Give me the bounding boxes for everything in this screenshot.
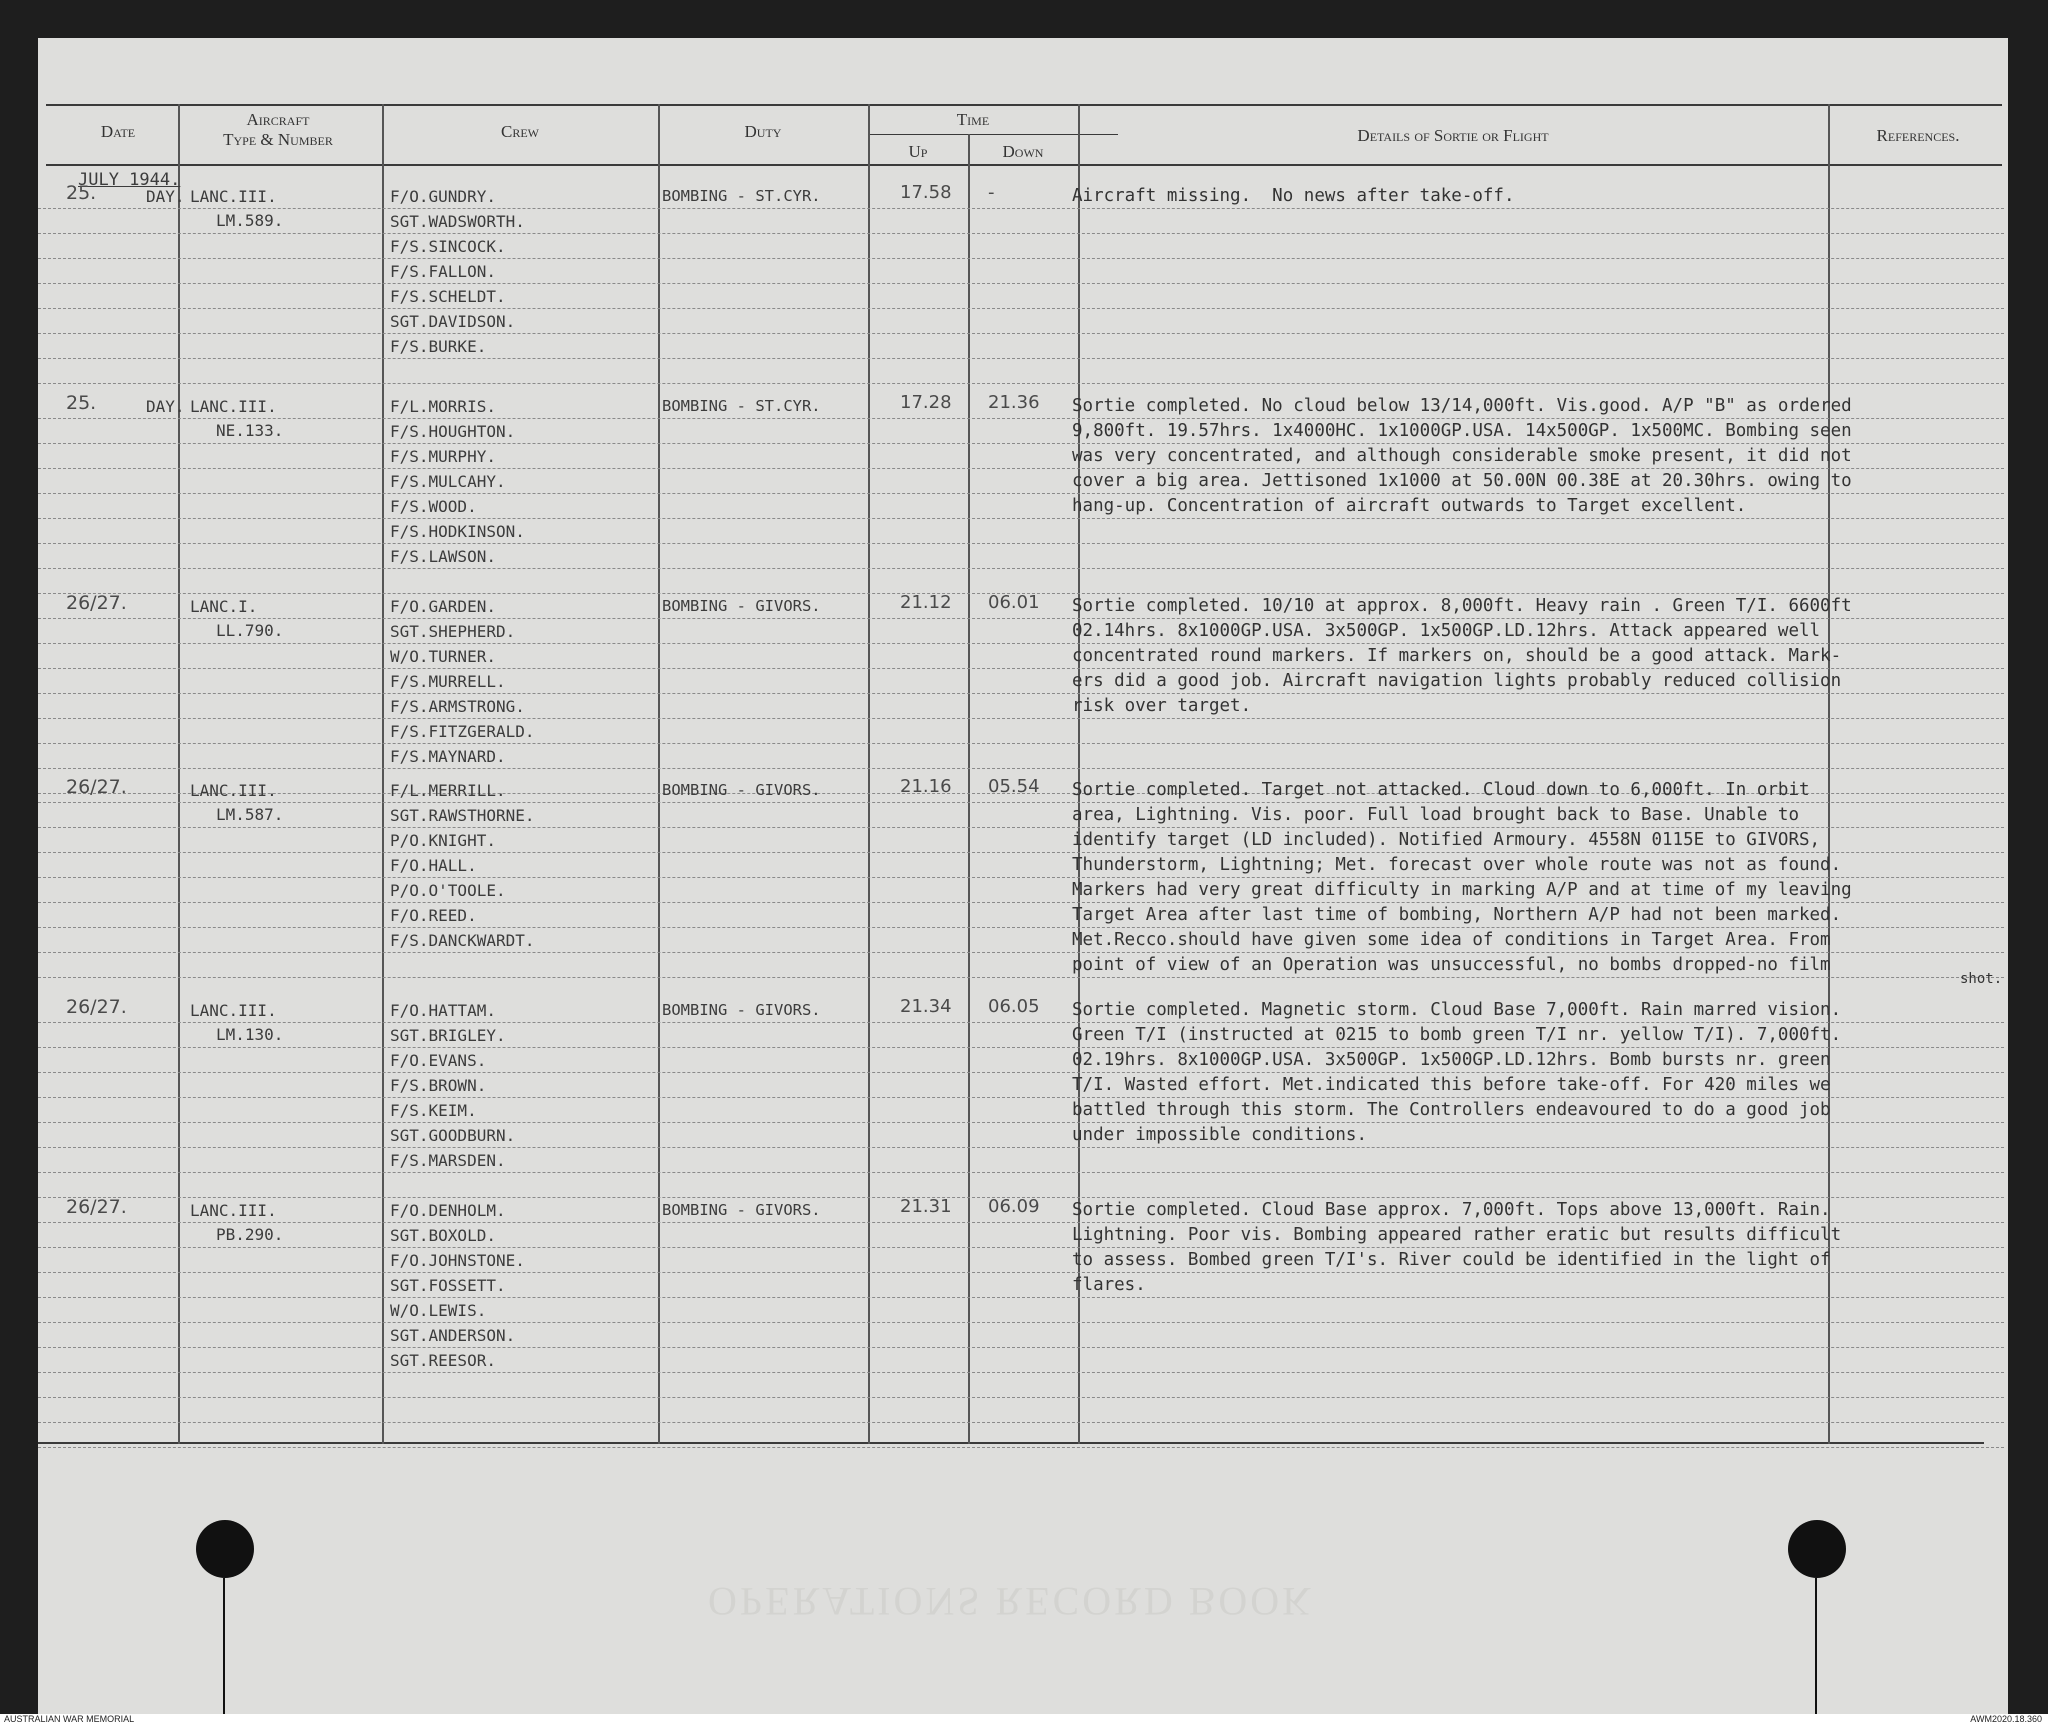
- crew-member: F/O.JOHNSTONE.: [390, 1251, 525, 1270]
- crew-member: F/S.HOUGHTON.: [390, 422, 516, 441]
- entry-day: DAY.: [146, 187, 185, 206]
- crew-member: F/S.MARSDEN.: [390, 1151, 506, 1170]
- crew-member: F/S.MURPHY.: [390, 447, 496, 466]
- ruled-line: [38, 258, 2004, 259]
- time-up: 21.31: [900, 1196, 952, 1217]
- crew-member: F/S.MULCAHY.: [390, 472, 506, 491]
- duty: BOMBING - GIVORS.: [662, 597, 821, 615]
- ruled-line: [38, 768, 2004, 769]
- details-line: 9,800ft. 19.57hrs. 1x4000HC. 1x1000GP.USA. 14x500GP. 1x500MC. Bombing seen: [1072, 421, 1852, 441]
- details-line: Target Area after last time of bombing, Northern A/P had not been marked.: [1072, 905, 1842, 925]
- crew-member: P/O.KNIGHT.: [390, 831, 496, 850]
- crew-member: SGT.DAVIDSON.: [390, 312, 516, 331]
- header-date: Date: [100, 122, 136, 141]
- crew-member: F/O.DENHOLM.: [390, 1201, 506, 1220]
- crew-member: F/O.REED.: [390, 906, 477, 925]
- ruled-line: [38, 743, 2004, 744]
- crew-member: W/O.TURNER.: [390, 647, 496, 666]
- aircraft-number: LM.589.: [216, 211, 284, 230]
- header-time: Time: [956, 110, 990, 129]
- details-line: concentrated round markers. If markers on, should be a good attack. Mark-: [1072, 646, 1842, 666]
- crew-member: SGT.FOSSETT.: [390, 1276, 506, 1295]
- details-line: hang-up. Concentration of aircraft outwards to Target excellent.: [1072, 496, 1747, 516]
- ruled-line: [38, 208, 2004, 209]
- crew-member: F/O.HALL.: [390, 856, 477, 875]
- details-line: Met.Recco.should have given some idea of conditions in Target Area. From: [1072, 930, 1831, 950]
- entry-date: 26/27.: [66, 996, 127, 1018]
- crew-member: F/S.SCHELDT.: [390, 287, 506, 306]
- crew-member: F/S.BURKE.: [390, 337, 487, 356]
- header-duty: Duty: [744, 122, 782, 141]
- details-line: flares.: [1072, 1275, 1146, 1295]
- header-references: References.: [1876, 126, 1960, 145]
- entry-date: 26/27.: [66, 592, 127, 614]
- aircraft-type: LANC.III.: [190, 1001, 277, 1020]
- details-line: to assess. Bombed green T/I's. River could be identified in the light of: [1072, 1250, 1831, 1270]
- crew-member: SGT.RAWSTHORNE.: [390, 806, 535, 825]
- time-up: 21.16: [900, 776, 952, 797]
- header-down: Down: [1002, 142, 1044, 161]
- details-line: cover a big area. Jettisoned 1x1000 at 50.00N 00.38E at 20.30hrs. owing to: [1072, 471, 1852, 491]
- aircraft-type: LANC.I.: [190, 597, 258, 616]
- details-line: Aircraft missing. No news after take-off.: [1072, 186, 1515, 206]
- binding-hole-left: [196, 1520, 254, 1578]
- details-line: Sortie completed. Magnetic storm. Cloud Base 7,000ft. Rain marred vision.: [1072, 1000, 1842, 1020]
- details-line: risk over target.: [1072, 696, 1252, 716]
- crew-member: F/L.MERRILL.: [390, 781, 506, 800]
- entry-date: 25.: [66, 182, 97, 204]
- details-line: shot.: [1960, 971, 2003, 987]
- header-aircraft-line2: Type & Number: [223, 130, 333, 149]
- footer-accession: AWM2020.18.360: [1970, 1714, 2042, 1724]
- crew-member: F/S.BROWN.: [390, 1076, 487, 1095]
- duty: BOMBING - ST.CYR.: [662, 187, 821, 205]
- crew-member: SGT.GOODBURN.: [390, 1126, 516, 1145]
- crew-member: SGT.SHEPHERD.: [390, 622, 516, 641]
- table-top-rule: [46, 104, 2002, 106]
- aircraft-number: LM.130.: [216, 1025, 284, 1044]
- ruled-line: [38, 333, 2004, 334]
- time-down: 21.36: [988, 392, 1040, 413]
- record-sheet: [38, 38, 2008, 1714]
- crew-member: F/S.MAYNARD.: [390, 747, 506, 766]
- details-line: point of view of an Operation was unsuccessful, no bombs dropped-no film: [1072, 955, 1831, 975]
- crew-member: F/S.FALLON.: [390, 262, 496, 281]
- header-crew: Crew: [501, 122, 539, 141]
- binding-string-left: [223, 1578, 225, 1714]
- details-line: Green T/I (instructed at 0215 to bomb green T/I nr. yellow T/I). 7,000ft.: [1072, 1025, 1842, 1045]
- details-line: T/I. Wasted effort. Met.indicated this before take-off. For 420 miles we: [1072, 1075, 1831, 1095]
- details-line: identify target (LD included). Notified Armoury. 4558N 0115E to GIVORS,: [1072, 830, 1821, 850]
- details-line: 02.14hrs. 8x1000GP.USA. 3x500GP. 1x500GP.LD.12hrs. Attack appeared well: [1072, 621, 1821, 641]
- header-up: Up: [908, 142, 928, 161]
- crew-member: P/O.O'TOOLE.: [390, 881, 506, 900]
- crew-member: F/L.MORRIS.: [390, 397, 496, 416]
- crew-member: F/O.GARDEN.: [390, 597, 496, 616]
- details-line: 02.19hrs. 8x1000GP.USA. 3x500GP. 1x500GP.LD.12hrs. Bomb bursts nr. green: [1072, 1050, 1831, 1070]
- duty: BOMBING - ST.CYR.: [662, 397, 821, 415]
- details-line: Markers had very great difficulty in marking A/P and at time of my leaving: [1072, 880, 1852, 900]
- crew-member: F/S.WOOD.: [390, 497, 477, 516]
- crew-member: SGT.BOXOLD.: [390, 1226, 496, 1245]
- details-line: Sortie completed. No cloud below 13/14,000ft. Vis.good. A/P "B" as ordered: [1072, 396, 1852, 416]
- ruled-line: [38, 358, 2004, 359]
- aircraft-type: LANC.III.: [190, 187, 277, 206]
- entry-day: DAY.: [146, 397, 185, 416]
- details-line: Sortie completed. 10/10 at approx. 8,000ft. Heavy rain . Green T/I. 6600ft: [1072, 596, 1852, 616]
- ruled-line: [38, 1447, 2004, 1448]
- col-divider: [658, 104, 660, 1444]
- crew-member: SGT.BRIGLEY.: [390, 1026, 506, 1045]
- details-line: Thunderstorm, Lightning; Met. forecast over whole route was not as found.: [1072, 855, 1842, 875]
- footer-bar: [0, 1714, 2048, 1727]
- ruled-line: [38, 383, 2004, 384]
- entry-date: 25.: [66, 392, 97, 414]
- crew-member: F/S.MURRELL.: [390, 672, 506, 691]
- time-down: 06.09: [988, 1196, 1040, 1217]
- aircraft-number: NE.133.: [216, 421, 284, 440]
- time-down: 05.54: [988, 776, 1040, 797]
- ruled-line: [38, 233, 2004, 234]
- details-line: under impossible conditions.: [1072, 1125, 1368, 1145]
- binding-hole-right: [1788, 1520, 1846, 1578]
- crew-member: F/S.DANCKWARDT.: [390, 931, 535, 950]
- crew-member: SGT.WADSWORTH.: [390, 212, 525, 231]
- aircraft-number: PB.290.: [216, 1225, 284, 1244]
- duty: BOMBING - GIVORS.: [662, 1201, 821, 1219]
- header-bottom-rule: [46, 164, 2002, 166]
- crew-member: F/O.HATTAM.: [390, 1001, 496, 1020]
- time-up: 21.34: [900, 996, 952, 1017]
- time-up: 17.58: [900, 182, 952, 203]
- entry-date: 26/27.: [66, 1196, 127, 1218]
- ruled-line: [38, 1297, 2004, 1298]
- crew-member: F/S.SINCOCK.: [390, 237, 506, 256]
- duty: BOMBING - GIVORS.: [662, 781, 821, 799]
- col-divider: [178, 104, 180, 1444]
- header-aircraft-line1: Aircraft: [246, 110, 310, 129]
- crew-member: F/S.HODKINSON.: [390, 522, 525, 541]
- crew-member: SGT.REESOR.: [390, 1351, 496, 1370]
- ruled-line: [38, 1347, 2004, 1348]
- aircraft-type: LANC.III.: [190, 1201, 277, 1220]
- details-line: Sortie completed. Cloud Base approx. 7,000ft. Tops above 13,000ft. Rain.: [1072, 1200, 1831, 1220]
- aircraft-number: LM.587.: [216, 805, 284, 824]
- ruled-line: [38, 568, 2004, 569]
- time-up: 17.28: [900, 392, 952, 413]
- details-line: battled through this storm. The Controllers endeavoured to do a good job: [1072, 1100, 1831, 1120]
- time-up: 21.12: [900, 592, 952, 613]
- details-line: Lightning. Poor vis. Bombing appeared rather eratic but results difficult: [1072, 1225, 1842, 1245]
- crew-member: F/S.FITZGERALD.: [390, 722, 535, 741]
- details-line: Sortie completed. Target not attacked. Cloud down to 6,000ft. In orbit: [1072, 780, 1810, 800]
- crew-member: W/O.LEWIS.: [390, 1301, 487, 1320]
- ruled-line: [38, 1322, 2004, 1323]
- details-line: ers did a good job. Aircraft navigation lights probably reduced collision: [1072, 671, 1842, 691]
- aircraft-type: LANC.III.: [190, 397, 277, 416]
- entry-date: 26/27.: [66, 776, 127, 798]
- bleed-through-text: OPERATIONS RECORD BOOK: [708, 1579, 1315, 1624]
- header-aircraft: [178, 110, 378, 150]
- crew-member: F/O.GUNDRY.: [390, 187, 496, 206]
- crew-member: F/S.KEIM.: [390, 1101, 477, 1120]
- ruled-line: [38, 1397, 2004, 1398]
- time-down: 06.05: [988, 996, 1040, 1017]
- footer-credit: AUSTRALIAN WAR MEMORIAL: [4, 1714, 135, 1724]
- month-label: JULY 1944.: [78, 170, 181, 190]
- duty: BOMBING - GIVORS.: [662, 1001, 821, 1019]
- ruled-line: [38, 543, 2004, 544]
- aircraft-number: LL.790.: [216, 621, 284, 640]
- col-divider: [868, 104, 870, 1444]
- ruled-line: [38, 1372, 2004, 1373]
- crew-member: F/S.LAWSON.: [390, 547, 496, 566]
- col-divider: [382, 104, 384, 1444]
- ruled-line: [38, 1172, 2004, 1173]
- aircraft-type: LANC.III.: [190, 781, 277, 800]
- time-down: -: [988, 182, 995, 203]
- details-line: area, Lightning. Vis. poor. Full load brought back to Base. Unable to: [1072, 805, 1799, 825]
- ruled-line: [38, 1147, 2004, 1148]
- header-details: Details of Sortie or Flight: [1357, 126, 1549, 145]
- time-down: 06.01: [988, 592, 1040, 613]
- details-line: was very concentrated, and although considerable smoke present, it did not: [1072, 446, 1852, 466]
- crew-member: F/S.ARMSTRONG.: [390, 697, 525, 716]
- ruled-line: [38, 283, 2004, 284]
- ruled-line: [38, 1422, 2004, 1423]
- ruled-line: [38, 718, 2004, 719]
- ruled-line: [38, 308, 2004, 309]
- crew-member: SGT.ANDERSON.: [390, 1326, 516, 1345]
- table-bottom-rule: [38, 1442, 1984, 1444]
- crew-member: F/O.EVANS.: [390, 1051, 487, 1070]
- binding-string-right: [1815, 1578, 1817, 1714]
